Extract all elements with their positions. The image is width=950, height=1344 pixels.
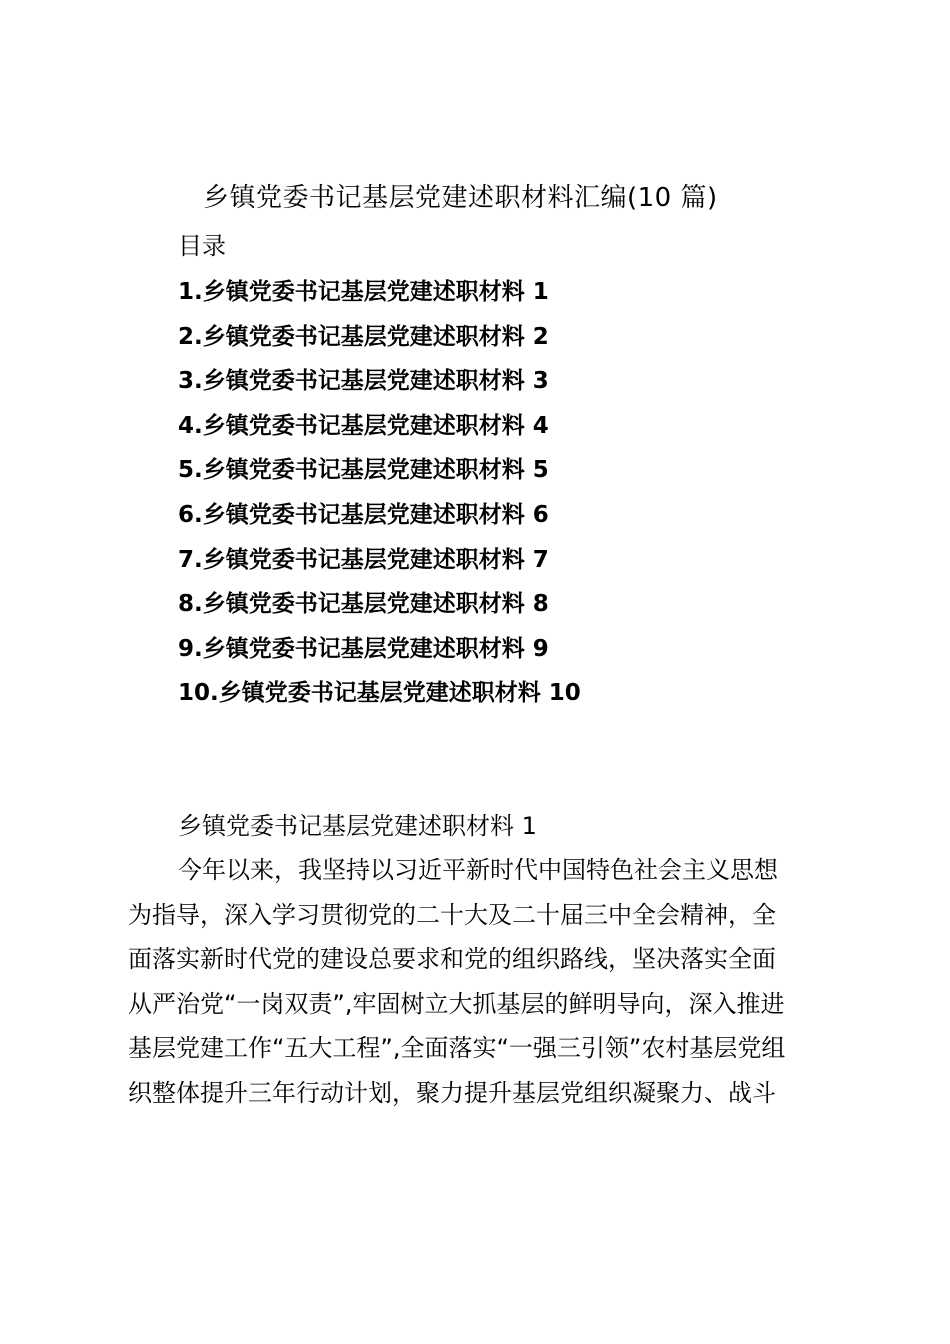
toc-item-6[interactable]: 6.乡镇党委书记基层党建述职材料 6 bbox=[178, 501, 549, 528]
toc-item-4[interactable]: 4.乡镇党委书记基层党建述职材料 4 bbox=[178, 412, 549, 439]
toc-heading: 目录 bbox=[178, 232, 226, 260]
body-line: 面落实新时代党的建设总要求和党的组织路线，坚决落实全面 bbox=[128, 945, 776, 974]
toc-item-8[interactable]: 8.乡镇党委书记基层党建述职材料 8 bbox=[178, 591, 549, 618]
toc-item-7[interactable]: 7.乡镇党委书记基层党建述职材料 7 bbox=[178, 546, 549, 573]
table-of-contents bbox=[178, 270, 581, 716]
body-line: 今年以来，我坚持以习近平新时代中国特色社会主义思想 bbox=[178, 856, 778, 884]
document-title: 乡镇党委书记基层党建述职材料汇编(10 篇) bbox=[203, 183, 718, 213]
body-paragraph bbox=[128, 848, 828, 1116]
body-line: 基层党建工作“五大工程”,全面落实“一强三引领”农村基层党组 bbox=[128, 1034, 786, 1063]
body-line: 从严治党“一岗双责”,牢固树立大抓基层的鲜明导向，深入推进 bbox=[128, 989, 785, 1018]
section-title: 乡镇党委书记基层党建述职材料 1 bbox=[178, 812, 537, 840]
toc-item-9[interactable]: 9.乡镇党委书记基层党建述职材料 9 bbox=[178, 635, 549, 662]
toc-item-1[interactable]: 1.乡镇党委书记基层党建述职材料 1 bbox=[178, 279, 549, 305]
toc-item-10[interactable]: 10.乡镇党委书记基层党建述职材料 10 bbox=[178, 680, 581, 707]
body-line: 为指导，深入学习贯彻党的二十大及二十届三中全会精神，全 bbox=[128, 900, 776, 929]
body-line: 织整体提升三年行动计划，聚力提升基层党组织凝聚力、战斗 bbox=[128, 1078, 776, 1107]
toc-item-2[interactable]: 2.乡镇党委书记基层党建述职材料 2 bbox=[178, 323, 549, 350]
toc-item-3[interactable]: 3.乡镇党委书记基层党建述职材料 3 bbox=[178, 368, 549, 395]
toc-item-5[interactable]: 5.乡镇党委书记基层党建述职材料 5 bbox=[178, 457, 549, 484]
